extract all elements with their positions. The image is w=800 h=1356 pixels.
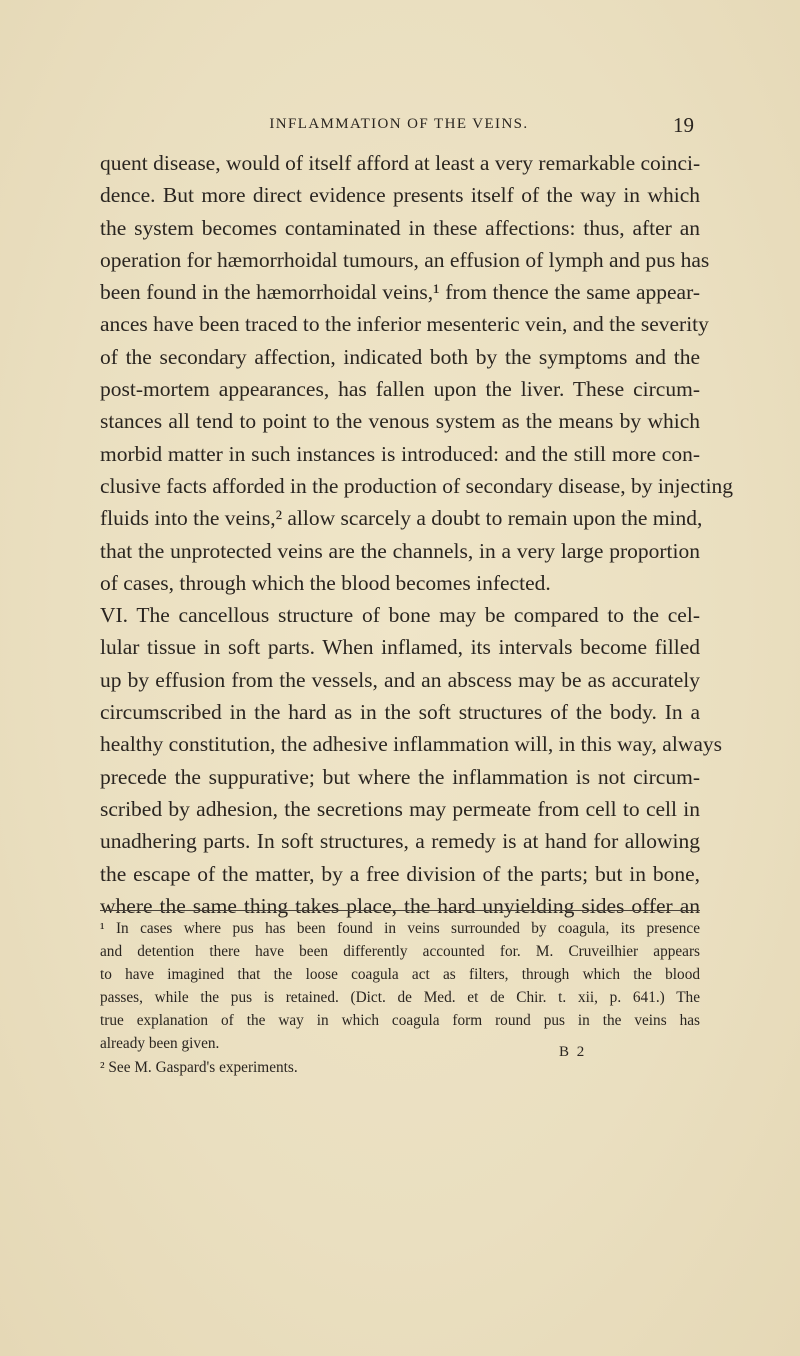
body-line: been found in the hæmorrhoidal veins,¹ from thence the same appear-	[100, 280, 700, 305]
body-line: the system becomes contaminated in these affections: thus, after an	[100, 215, 700, 240]
body-line: the escape of the matter, by a free division of the parts; but in bone,	[100, 861, 700, 886]
body-line: morbid matter in such instances is introduced: and the still more con-	[100, 441, 700, 466]
body-line: of cases, through which the blood becomes infected.	[100, 570, 551, 595]
body-line: stances all tend to point to the venous system as the means by which	[100, 409, 700, 434]
body-line: that the unprotected veins are the channels, in a very large proportion	[100, 538, 700, 563]
body-line: quent disease, would of itself afford at least a very remarkable coinci-	[100, 151, 701, 175]
footnote-line: ² See M. Gaspard's experiments.	[100, 1058, 298, 1076]
body-line: ances have been traced to the inferior mesenteric vein, and the severity	[100, 312, 709, 337]
body-line: lular tissue in soft parts. When inflamed, its intervals become filled	[100, 635, 700, 660]
body-line: circumscribed in the hard as in the soft structures of the body. In a	[100, 700, 700, 725]
footnotes	[100, 917, 700, 1079]
body-line: where the same thing takes place, the hard unyielding sides offer an	[100, 893, 700, 918]
body-text	[100, 147, 734, 922]
body-line: fluids into the veins,² allow scarcely a doubt to remain upon the mind,	[100, 506, 703, 531]
footnote-rule	[100, 910, 700, 911]
footnote-line: passes, while the pus is retained. (Dict. de Med. et de Chir. t. xii, p. 641.) The	[100, 989, 700, 1007]
body-line: of the secondary affection, indicated both by the symptoms and the	[100, 344, 700, 369]
body-line: healthy constitution, the adhesive inflammation will, in this way, always	[100, 732, 722, 757]
body-line: VI. The cancellous structure of bone may be compared to the cel-	[100, 603, 700, 628]
body-line: clusive facts afforded in the production of secondary disease, by injecting	[100, 473, 734, 498]
body-line: dence. But more direct evidence presents itself of the way in which	[100, 183, 700, 208]
body-line: scribed by adhesion, the secretions may permeate from cell to cell in	[100, 796, 700, 821]
running-title: INFLAMMATION OF THE VEINS.	[269, 116, 529, 132]
body-line: operation for hæmorrhoidal tumours, an effusion of lymph and pus has	[100, 247, 710, 272]
body-line: up by effusion from the vessels, and an abscess may be as accurately	[100, 667, 700, 692]
footnote-line: and detention there have been differently accounted for. M. Cruveilhier appears	[100, 943, 700, 961]
running-head	[0, 113, 800, 140]
footnote-line: already been given.	[100, 1035, 220, 1053]
signature-mark: B 2	[559, 1044, 587, 1060]
footnote-line: to have imagined that the loose coagula act as filters, through which the blood	[100, 966, 700, 984]
body-line: precede the suppurative; but where the inflammation is not circum-	[100, 764, 700, 789]
footnote-line: ¹ In cases where pus has been found in veins surrounded by coagula, its presence	[100, 920, 700, 937]
body-line: unadhering parts. In soft structures, a remedy is at hand for allowing	[100, 829, 700, 854]
page-number: 19	[673, 113, 694, 137]
body-line: post-mortem appearances, has fallen upon the liver. These circum-	[100, 377, 700, 402]
footnote-line: true explanation of the way in which coagula form round pus in the veins has	[100, 1012, 700, 1030]
